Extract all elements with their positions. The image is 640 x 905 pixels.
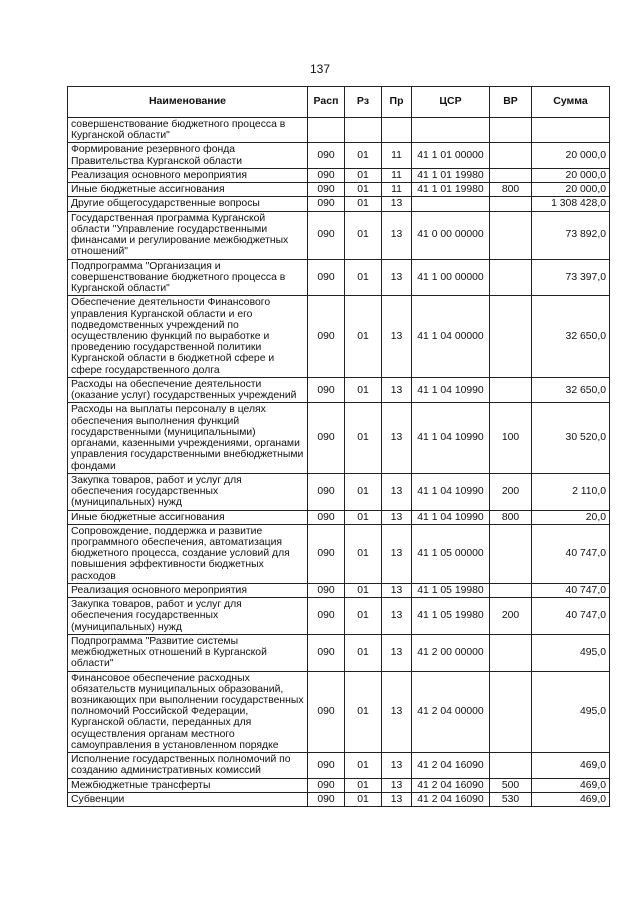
cell-csr: 41 0 00 00000	[412, 211, 490, 259]
cell-name: Государственная программа Курганской области "Управление государственными финансами и регулирование межбюджетных отношений"	[68, 211, 308, 259]
cell-vr	[490, 634, 532, 671]
cell-name: Расходы на обеспечение деятельности (оказание услуг) государственных учреждений	[68, 377, 308, 402]
cell-rz: 01	[345, 143, 382, 168]
cell-rz: 01	[345, 377, 382, 402]
cell-vr	[490, 259, 532, 296]
cell-pr: 13	[382, 598, 412, 635]
cell-pr: 13	[382, 296, 412, 378]
cell-csr: 41 2 00 00000	[412, 634, 490, 671]
cell-csr: 41 1 05 19980	[412, 598, 490, 635]
cell-name: Иные бюджетные ассигнования	[68, 510, 308, 524]
cell-csr: 41 1 04 10990	[412, 510, 490, 524]
cell-vr: 100	[490, 403, 532, 473]
header-rz: Рз	[345, 87, 382, 118]
header-name: Наименование	[68, 87, 308, 118]
cell-pr: 13	[382, 778, 412, 792]
cell-rz: 01	[345, 792, 382, 806]
cell-pr: 13	[382, 377, 412, 402]
cell-csr: 41 1 04 00000	[412, 296, 490, 378]
header-vr: ВР	[490, 87, 532, 118]
cell-name: Закупка товаров, работ и услуг для обеспечения государственных (муниципальных) нужд	[68, 473, 308, 510]
cell-name: Закупка товаров, работ и услуг для обеспечения государственных (муниципальных) нужд	[68, 598, 308, 635]
cell-csr: 41 1 05 00000	[412, 524, 490, 583]
cell-rasp: 090	[308, 583, 345, 597]
table-row	[68, 143, 610, 168]
cell-sum: 20,0	[532, 510, 610, 524]
cell-vr: 800	[490, 183, 532, 197]
cell-name: совершенствование бюджетного процесса в Курганской области"	[68, 118, 308, 143]
cell-csr: 41 1 01 19980	[412, 183, 490, 197]
cell-rz: 01	[345, 510, 382, 524]
cell-sum: 20 000,0	[532, 143, 610, 168]
cell-rasp: 090	[308, 792, 345, 806]
cell-rz: 01	[345, 259, 382, 296]
cell-rasp: 090	[308, 671, 345, 753]
cell-name: Финансовое обеспечение расходных обязательств муниципальных образований, возникающих при выполнении государственных полномочий Российской Федерации, Курганской области, переданных для осуществления органам местного самоуправления в установленном порядке	[68, 671, 308, 753]
cell-sum: 469,0	[532, 753, 610, 778]
table-row	[68, 792, 610, 806]
cell-sum: 40 747,0	[532, 598, 610, 635]
page-number: 137	[309, 62, 331, 76]
cell-rasp: 090	[308, 403, 345, 473]
cell-rz: 01	[345, 753, 382, 778]
cell-vr	[490, 197, 532, 211]
cell-pr: 13	[382, 524, 412, 583]
cell-vr: 200	[490, 598, 532, 635]
cell-rz: 01	[345, 473, 382, 510]
cell-sum: 40 747,0	[532, 524, 610, 583]
cell-vr	[490, 168, 532, 182]
table-row	[68, 753, 610, 778]
cell-rasp: 090	[308, 143, 345, 168]
cell-sum: 1 308 428,0	[532, 197, 610, 211]
cell-pr: 11	[382, 168, 412, 182]
cell-csr: 41 1 05 19980	[412, 583, 490, 597]
cell-csr: 41 2 04 00000	[412, 671, 490, 753]
cell-rz: 01	[345, 403, 382, 473]
table-row	[68, 510, 610, 524]
cell-name: Подпрограмма "Организация и совершенствование бюджетного процесса в Курганской области"	[68, 259, 308, 296]
cell-csr	[412, 197, 490, 211]
cell-rasp: 090	[308, 183, 345, 197]
cell-rz: 01	[345, 197, 382, 211]
cell-sum: 73 892,0	[532, 211, 610, 259]
cell-sum: 495,0	[532, 671, 610, 753]
cell-vr	[490, 118, 532, 143]
cell-vr	[490, 524, 532, 583]
cell-vr	[490, 671, 532, 753]
cell-rasp: 090	[308, 377, 345, 402]
cell-sum	[532, 118, 610, 143]
cell-rasp: 090	[308, 524, 345, 583]
cell-rasp: 090	[308, 778, 345, 792]
cell-sum: 20 000,0	[532, 183, 610, 197]
cell-pr: 11	[382, 183, 412, 197]
header-rasp: Расп	[308, 87, 345, 118]
cell-csr: 41 1 00 00000	[412, 259, 490, 296]
cell-sum: 40 747,0	[532, 583, 610, 597]
table-row	[68, 598, 610, 635]
cell-rz	[345, 118, 382, 143]
cell-sum: 495,0	[532, 634, 610, 671]
header-sum: Сумма	[532, 87, 610, 118]
cell-name: Реализация основного мероприятия	[68, 168, 308, 182]
cell-rz: 01	[345, 168, 382, 182]
cell-pr: 13	[382, 259, 412, 296]
cell-pr	[382, 118, 412, 143]
cell-pr: 13	[382, 197, 412, 211]
cell-rasp: 090	[308, 168, 345, 182]
cell-pr: 13	[382, 671, 412, 753]
cell-vr: 500	[490, 778, 532, 792]
table-row	[68, 259, 610, 296]
cell-csr: 41 2 04 16090	[412, 753, 490, 778]
cell-rasp: 090	[308, 634, 345, 671]
cell-name: Подпрограмма "Развитие системы межбюджетных отношений в Курганской области"	[68, 634, 308, 671]
table-row	[68, 118, 610, 143]
cell-csr	[412, 118, 490, 143]
cell-rz: 01	[345, 778, 382, 792]
cell-name: Обеспечение деятельности Финансового управления Курганской области и его подведомственных учреждений по осуществлению функций по выработке и проведению государственной политики Курганской области в бюджетной сфере и сфере государственного долга	[68, 296, 308, 378]
table-row	[68, 671, 610, 753]
header-pr: Пр	[382, 87, 412, 118]
cell-pr: 13	[382, 473, 412, 510]
cell-csr: 41 1 01 19980	[412, 168, 490, 182]
cell-name: Субвенции	[68, 792, 308, 806]
cell-rasp: 090	[308, 296, 345, 378]
cell-sum: 2 110,0	[532, 473, 610, 510]
cell-rasp: 090	[308, 197, 345, 211]
cell-pr: 13	[382, 583, 412, 597]
table-row	[68, 211, 610, 259]
cell-name: Сопровождение, поддержка и развитие программного обеспечения, автоматизация бюджетного процесса, создание условий для повышения эффективности бюджетных расходов	[68, 524, 308, 583]
cell-csr: 41 2 04 16090	[412, 792, 490, 806]
cell-rasp: 090	[308, 473, 345, 510]
header-csr: ЦСР	[412, 87, 490, 118]
table-body	[68, 118, 610, 807]
cell-rz: 01	[345, 296, 382, 378]
cell-name: Исполнение государственных полномочий по созданию административных комиссий	[68, 753, 308, 778]
cell-sum: 20 000,0	[532, 168, 610, 182]
table-row	[68, 473, 610, 510]
table-row	[68, 168, 610, 182]
cell-vr	[490, 377, 532, 402]
cell-rz: 01	[345, 634, 382, 671]
cell-sum: 469,0	[532, 792, 610, 806]
cell-csr: 41 1 04 10990	[412, 403, 490, 473]
cell-pr: 13	[382, 211, 412, 259]
cell-pr: 13	[382, 403, 412, 473]
cell-rasp: 090	[308, 211, 345, 259]
cell-name: Реализация основного мероприятия	[68, 583, 308, 597]
cell-pr: 13	[382, 792, 412, 806]
table-row	[68, 778, 610, 792]
cell-rz: 01	[345, 671, 382, 753]
cell-sum: 30 520,0	[532, 403, 610, 473]
cell-rasp: 090	[308, 598, 345, 635]
table-row	[68, 583, 610, 597]
cell-pr: 13	[382, 634, 412, 671]
cell-name: Межбюджетные трансферты	[68, 778, 308, 792]
cell-name: Другие общегосударственные вопросы	[68, 197, 308, 211]
table-row	[68, 296, 610, 378]
cell-vr: 800	[490, 510, 532, 524]
cell-sum: 469,0	[532, 778, 610, 792]
cell-vr	[490, 753, 532, 778]
cell-csr: 41 1 04 10990	[412, 473, 490, 510]
cell-sum: 73 397,0	[532, 259, 610, 296]
cell-vr	[490, 143, 532, 168]
cell-rasp	[308, 118, 345, 143]
cell-rz: 01	[345, 183, 382, 197]
cell-vr	[490, 583, 532, 597]
table-row	[68, 377, 610, 402]
table-row	[68, 197, 610, 211]
table-header-row	[68, 87, 610, 118]
cell-csr: 41 2 04 16090	[412, 778, 490, 792]
cell-vr	[490, 211, 532, 259]
cell-vr	[490, 296, 532, 378]
cell-rasp: 090	[308, 259, 345, 296]
cell-name: Формирование резервного фонда Правительства Курганской области	[68, 143, 308, 168]
cell-name: Расходы на выплаты персоналу в целях обеспечения выполнения функций государственными (муниципальными) органами, казенными учреждениями, органами управления государственными внебюджетными фондами	[68, 403, 308, 473]
cell-rasp: 090	[308, 753, 345, 778]
cell-csr: 41 1 04 10990	[412, 377, 490, 402]
cell-vr: 530	[490, 792, 532, 806]
cell-sum: 32 650,0	[532, 296, 610, 378]
budget-table	[67, 86, 610, 807]
table-row	[68, 634, 610, 671]
table-row	[68, 524, 610, 583]
cell-pr: 13	[382, 753, 412, 778]
cell-rz: 01	[345, 211, 382, 259]
cell-rz: 01	[345, 524, 382, 583]
cell-pr: 13	[382, 510, 412, 524]
table-row	[68, 403, 610, 473]
cell-rasp: 090	[308, 510, 345, 524]
cell-csr: 41 1 01 00000	[412, 143, 490, 168]
table-row	[68, 183, 610, 197]
cell-vr: 200	[490, 473, 532, 510]
cell-name: Иные бюджетные ассигнования	[68, 183, 308, 197]
cell-pr: 11	[382, 143, 412, 168]
cell-sum: 32 650,0	[532, 377, 610, 402]
cell-rz: 01	[345, 598, 382, 635]
cell-rz: 01	[345, 583, 382, 597]
